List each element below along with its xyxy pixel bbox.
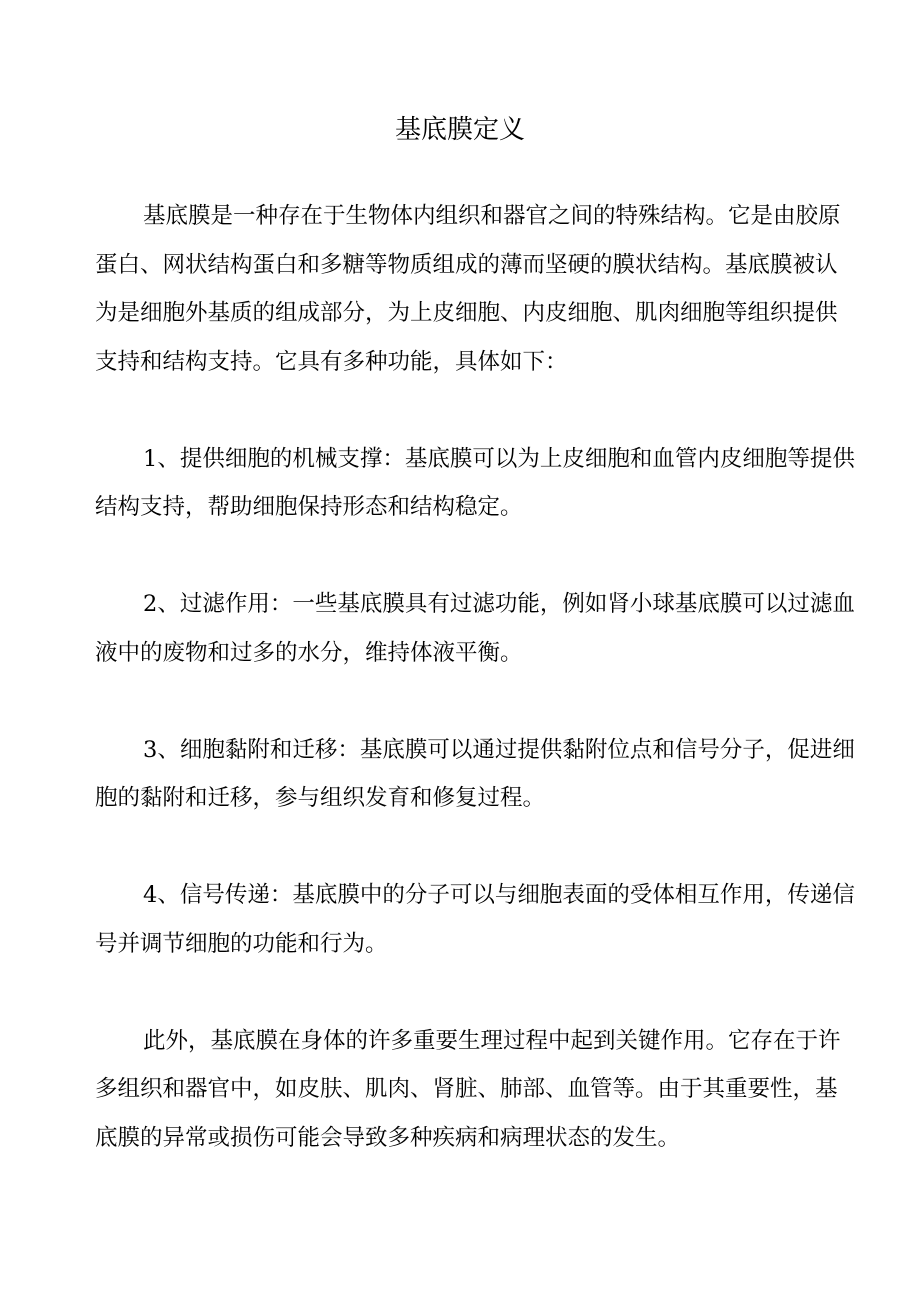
paragraph-line: 3、细胞黏附和迁移：基底膜可以通过提供黏附位点和信号分子，促进细 <box>143 736 855 763</box>
paragraph-line: 基底膜是一种存在于生物体内组织和器官之间的特殊结构。它是由胶原 <box>143 203 841 229</box>
paragraph <box>95 1017 841 1163</box>
document-title: 基底膜定义 <box>394 115 525 145</box>
paragraph-line: 支持和结构支持。它具有多种功能，具体如下： <box>95 348 568 375</box>
paragraph-line: 1、提供细胞的机械支撑：基底膜可以为上皮细胞和血管内皮细胞等提供 <box>143 445 855 472</box>
document-body <box>95 192 855 1211</box>
paragraph-line: 结构支持，帮助细胞保持形态和结构稳定。 <box>95 494 523 520</box>
paragraph-line: 2、过滤作用：一些基底膜具有过滤功能，例如肾小球基底膜可以过滤血 <box>143 591 855 617</box>
paragraph-line: 多组织和器官中，如皮肤、肌肉、肾脏、肺部、血管等。由于其重要性，基 <box>95 1076 838 1102</box>
paragraph-line: 蛋白、网状结构蛋白和多糖等物质组成的薄而坚硬的膜状结构。基底膜被认 <box>95 251 838 278</box>
paragraph <box>95 435 855 532</box>
paragraph-line: 底膜的异常或损伤可能会导致多种疾病和病理状态的发生。 <box>95 1124 681 1151</box>
paragraph-line: 号并调节细胞的功能和行为。 <box>95 930 388 957</box>
paragraph-line: 为是细胞外基质的组成部分，为上皮细胞、内皮细胞、肌肉细胞等组织提供 <box>95 300 838 326</box>
paragraph-line: 液中的废物和过多的水分，维持体液平衡。 <box>95 639 523 666</box>
paragraph <box>95 871 855 968</box>
paragraph <box>95 192 841 386</box>
paragraph-line: 4、信号传递：基底膜中的分子可以与细胞表面的受体相互作用，传递信 <box>143 882 855 908</box>
paragraph <box>95 580 855 677</box>
paragraph <box>95 726 855 823</box>
paragraph-line: 胞的黏附和迁移，参与组织发育和修复过程。 <box>95 785 546 811</box>
paragraph-line: 此外，基底膜在身体的许多重要生理过程中起到关键作用。它存在于许 <box>143 1027 841 1054</box>
